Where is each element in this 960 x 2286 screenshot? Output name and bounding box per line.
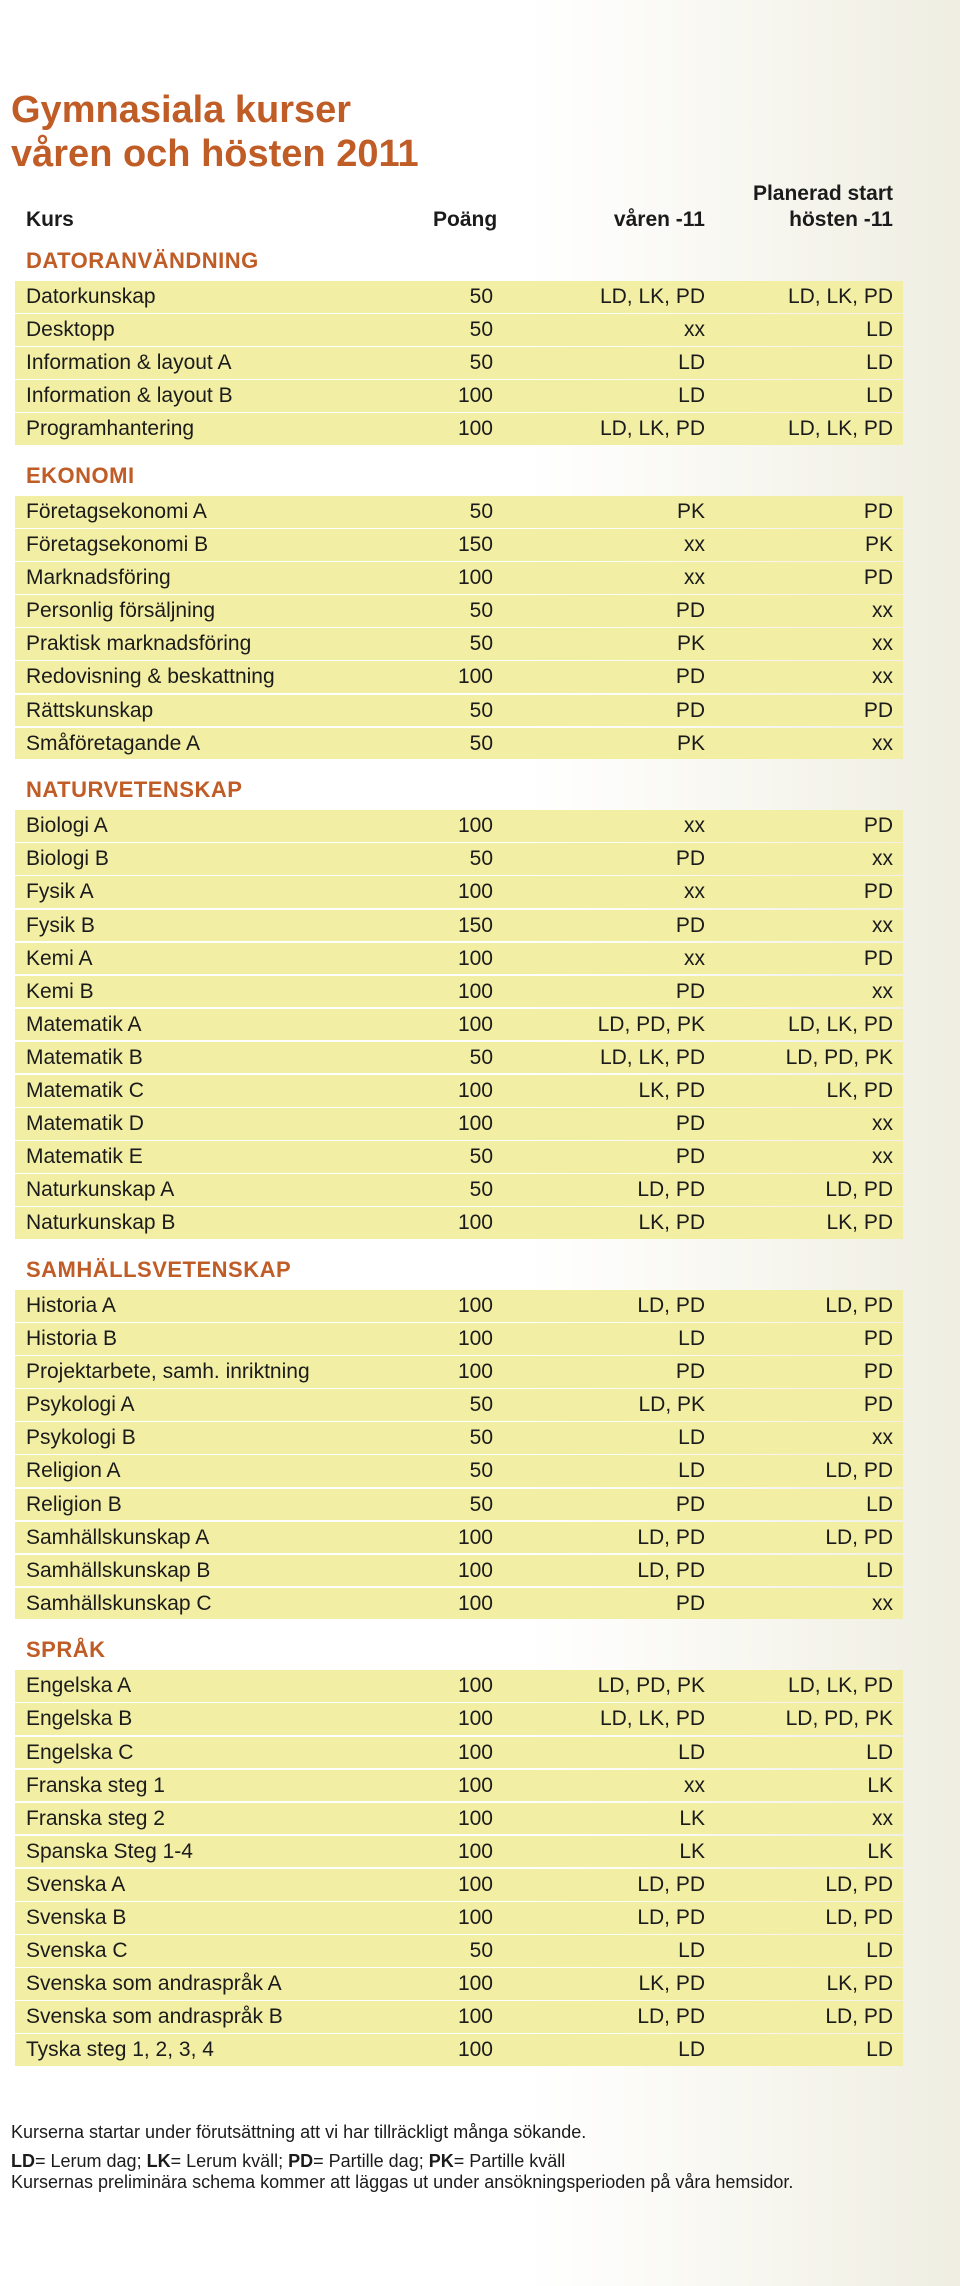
cell-hosten: LD, LK, PD — [787, 417, 893, 441]
table-row — [15, 1075, 903, 1107]
table-row — [15, 562, 903, 594]
cell-varen: PK — [676, 731, 705, 755]
course-sections — [15, 241, 903, 2066]
cell-kurs: Svenska B — [26, 1906, 127, 1930]
table-row — [15, 1042, 903, 1074]
cell-poang: 100 — [457, 384, 493, 408]
cell-varen: LD, LK, PD — [599, 1045, 705, 1069]
cell-hosten: LD, LK, PD — [787, 1674, 893, 1698]
cell-varen: LD, PD — [637, 1525, 705, 1549]
legend-desc: = Partille kväll — [453, 2151, 566, 2171]
cell-poang: 100 — [457, 1972, 493, 1996]
cell-varen: PD — [675, 1145, 705, 1169]
column-header-varen: våren -11 — [613, 208, 705, 231]
cell-varen: LK — [679, 1839, 705, 1863]
cell-poang: 100 — [457, 1839, 493, 1863]
course-section — [15, 1630, 903, 2066]
table-row — [15, 943, 903, 975]
table-row — [15, 1009, 903, 1041]
cell-varen: LD, PD, PK — [597, 1674, 705, 1698]
cell-poang: 50 — [469, 1426, 493, 1450]
cell-poang: 100 — [457, 2038, 493, 2062]
table-row — [15, 380, 903, 412]
cell-poang: 150 — [457, 533, 493, 557]
footer — [11, 2122, 941, 2193]
cell-poang: 100 — [457, 814, 493, 838]
table-row — [15, 1703, 903, 1735]
cell-hosten: LD — [866, 2038, 893, 2062]
cell-hosten: PD — [863, 698, 893, 722]
cell-varen: xx — [684, 533, 705, 557]
cell-kurs: Religion A — [26, 1459, 121, 1483]
table-row — [15, 976, 903, 1008]
cell-varen: LD — [678, 1459, 705, 1483]
cell-hosten: PD — [863, 1393, 893, 1417]
cell-poang: 50 — [469, 1939, 493, 1963]
cell-poang: 100 — [457, 665, 493, 689]
cell-varen: PD — [675, 847, 705, 871]
cell-varen: xx — [684, 566, 705, 590]
cell-kurs: Fysik A — [26, 880, 94, 904]
cell-hosten: xx — [872, 599, 893, 623]
table-row — [15, 1141, 903, 1173]
cell-kurs: Matematik C — [26, 1078, 144, 1102]
cell-poang: 100 — [457, 1740, 493, 1764]
cell-varen: LD — [678, 1327, 705, 1351]
cell-kurs: Marknadsföring — [26, 566, 171, 590]
column-header-poang: Poäng — [433, 208, 498, 231]
cell-kurs: Religion B — [26, 1492, 122, 1516]
table-row — [15, 1670, 903, 1702]
cell-hosten: LD — [866, 1558, 893, 1582]
cell-kurs: Redovisning & beskattning — [26, 665, 275, 689]
cell-varen: PK — [676, 499, 705, 523]
cell-poang: 50 — [469, 1145, 493, 1169]
cell-kurs: Engelska A — [26, 1674, 132, 1698]
table-row — [15, 1588, 903, 1620]
cell-poang: 50 — [469, 285, 493, 308]
cell-poang: 100 — [457, 1112, 493, 1136]
table-row — [15, 413, 903, 445]
cell-poang: 100 — [457, 566, 493, 590]
cell-hosten: LD, PD — [825, 2005, 893, 2029]
table-row — [15, 728, 903, 760]
cell-poang: 50 — [469, 1492, 493, 1516]
column-header-hosten — [705, 181, 893, 233]
cell-kurs: Information & layout A — [26, 351, 232, 375]
table-row — [15, 2034, 903, 2066]
cell-hosten: LD, LK, PD — [787, 285, 893, 308]
cell-varen: xx — [684, 880, 705, 904]
cell-varen: LD, PD — [637, 1906, 705, 1930]
cell-hosten: LK, PD — [826, 1078, 893, 1102]
column-header-hosten-line-2: hösten -11 — [789, 208, 893, 231]
cell-hosten: LK, PD — [826, 1972, 893, 1996]
footer-legend — [11, 2151, 941, 2172]
cell-varen: LD, PD — [637, 1178, 705, 1202]
page-title-line-2: våren och hösten 2011 — [11, 133, 419, 175]
cell-hosten: LD, PD — [825, 1459, 893, 1483]
table-row — [15, 1290, 903, 1322]
cell-hosten: PD — [863, 880, 893, 904]
cell-poang: 100 — [457, 1525, 493, 1549]
cell-poang: 50 — [469, 1459, 493, 1483]
legend-code: LD — [11, 2151, 35, 2171]
table-row — [15, 496, 903, 528]
table-row — [15, 1836, 903, 1868]
cell-poang: 100 — [457, 979, 493, 1003]
section-heading: DATORANVÄNDNING — [26, 248, 259, 273]
cell-hosten: LD — [866, 318, 893, 342]
cell-hosten: xx — [872, 1591, 893, 1615]
cell-hosten: LD — [866, 384, 893, 408]
cell-poang: 100 — [457, 1591, 493, 1615]
cell-kurs: Personlig försäljning — [26, 599, 216, 623]
cell-varen: PD — [675, 1591, 705, 1615]
cell-kurs: Franska steg 2 — [26, 1806, 165, 1830]
cell-hosten: LD — [866, 351, 893, 375]
cell-hosten: LD, PD, PK — [785, 1045, 893, 1069]
cell-kurs: Franska steg 1 — [26, 1773, 165, 1797]
cell-varen: LD — [678, 2038, 705, 2062]
cell-poang: 50 — [469, 318, 493, 342]
cell-poang: 50 — [469, 499, 493, 523]
course-section — [15, 241, 903, 445]
cell-hosten: PK — [864, 533, 893, 557]
table-row — [15, 347, 903, 379]
cell-poang: 50 — [469, 1393, 493, 1417]
cell-kurs: Historia A — [26, 1293, 116, 1317]
table-row — [15, 1108, 903, 1140]
table-row — [15, 1555, 903, 1587]
section-heading: NATURVETENSKAP — [26, 777, 243, 803]
cell-poang: 50 — [469, 1045, 493, 1069]
cell-varen: LK — [679, 1806, 705, 1830]
table-row — [15, 876, 903, 908]
cell-poang: 50 — [469, 599, 493, 623]
cell-poang: 50 — [469, 632, 493, 656]
cell-poang: 100 — [457, 1773, 493, 1797]
cell-hosten: xx — [872, 665, 893, 689]
cell-hosten: PD — [863, 946, 893, 970]
table-row — [15, 529, 903, 561]
cell-poang: 100 — [457, 2005, 493, 2029]
cell-kurs: Matematik D — [26, 1112, 144, 1136]
cell-hosten: xx — [872, 1426, 893, 1450]
cell-kurs: Biologi A — [26, 814, 108, 838]
cell-kurs: Naturkunskap B — [26, 1211, 176, 1235]
cell-varen: xx — [684, 814, 705, 838]
cell-poang: 100 — [457, 1906, 493, 1930]
cell-hosten: xx — [872, 847, 893, 871]
cell-kurs: Kemi A — [26, 946, 93, 970]
cell-poang: 50 — [469, 847, 493, 871]
cell-kurs: Psykologi B — [26, 1426, 136, 1450]
cell-varen: LD, PD — [637, 1293, 705, 1317]
cell-kurs: Samhällskunskap C — [26, 1591, 212, 1615]
table-row — [15, 1902, 903, 1934]
cell-kurs: Svenska som andraspråk B — [26, 2005, 283, 2029]
cell-kurs: Kemi B — [26, 979, 94, 1003]
table-row — [15, 1422, 903, 1454]
cell-hosten: LD, PD — [825, 1906, 893, 1930]
cell-hosten: xx — [872, 1145, 893, 1169]
cell-hosten: LD, PD — [825, 1178, 893, 1202]
cell-varen: xx — [684, 1773, 705, 1797]
cell-kurs: Svenska som andraspråk A — [26, 1972, 282, 1996]
cell-varen: LK, PD — [638, 1211, 705, 1235]
section-heading: SAMHÄLLSVETENSKAP — [26, 1256, 292, 1282]
table-row — [15, 281, 903, 313]
cell-kurs: Företagsekonomi B — [26, 533, 209, 557]
cell-hosten: LK, PD — [826, 1211, 893, 1235]
cell-varen: LD, PD — [637, 1872, 705, 1896]
table-row — [15, 1207, 903, 1239]
table-row — [15, 1489, 903, 1521]
cell-varen: LD, LK, PD — [599, 285, 705, 308]
cell-kurs: Samhällskunskap A — [26, 1525, 210, 1549]
cell-kurs: Fysik B — [26, 913, 95, 937]
course-table — [15, 175, 903, 2066]
section-heading: EKONOMI — [26, 462, 135, 488]
cell-poang: 100 — [457, 1360, 493, 1384]
cell-hosten: LD — [866, 1740, 893, 1764]
legend-desc: = Lerum dag; — [35, 2151, 147, 2171]
cell-poang: 50 — [469, 731, 493, 755]
cell-hosten: LD, PD — [825, 1525, 893, 1549]
cell-kurs: Spanska Steg 1-4 — [26, 1839, 193, 1863]
cell-kurs: Matematik E — [26, 1145, 143, 1169]
section-heading: SPRÅK — [26, 1637, 106, 1663]
cell-poang: 50 — [469, 698, 493, 722]
table-row — [15, 695, 903, 727]
cell-varen: PD — [675, 1112, 705, 1136]
cell-kurs: Rättskunskap — [26, 698, 154, 722]
cell-hosten: PD — [863, 499, 893, 523]
cell-hosten: LK — [867, 1839, 893, 1863]
cell-varen: LD — [678, 384, 705, 408]
cell-poang: 100 — [457, 1707, 493, 1731]
cell-poang: 100 — [457, 1872, 493, 1896]
cell-kurs: Företagsekonomi A — [26, 499, 207, 523]
footer-schedule-note: Kursernas preliminära schema kommer att läggas ut under ansökningsperioden på våra hemsidor. — [11, 2172, 794, 2192]
cell-poang: 150 — [457, 913, 493, 937]
cell-varen: PD — [675, 599, 705, 623]
cell-kurs: Biologi B — [26, 847, 109, 871]
cell-kurs: Samhällskunskap B — [26, 1558, 211, 1582]
cell-kurs: Matematik A — [26, 1012, 142, 1036]
table-row — [15, 595, 903, 627]
cell-hosten: LD — [866, 1939, 893, 1963]
cell-kurs: Psykologi A — [26, 1393, 135, 1417]
cell-poang: 100 — [457, 1293, 493, 1317]
cell-varen: xx — [684, 946, 705, 970]
table-row — [15, 2001, 903, 2033]
cell-kurs: Projektarbete, samh. inriktning — [26, 1360, 310, 1384]
page-title-line-1: Gymnasiala kurser — [11, 89, 352, 131]
cell-kurs: Naturkunskap A — [26, 1178, 175, 1202]
table-row — [15, 1356, 903, 1388]
cell-hosten: xx — [872, 1806, 893, 1830]
cell-kurs: Programhantering — [26, 417, 195, 441]
cell-kurs: Information & layout B — [26, 384, 233, 408]
cell-varen: PD — [675, 913, 705, 937]
cell-hosten: xx — [872, 1112, 893, 1136]
table-row — [15, 314, 903, 346]
table-row — [15, 1455, 903, 1487]
cell-hosten: PD — [863, 814, 893, 838]
table-row — [15, 1737, 903, 1769]
cell-poang: 100 — [457, 1327, 493, 1351]
legend-desc: = Partille dag; — [313, 2151, 429, 2171]
table-row — [15, 628, 903, 660]
table-row — [15, 1968, 903, 2000]
cell-varen: LD, PD — [637, 1558, 705, 1582]
footer-note: Kurserna startar under förutsättning att vi har tillräckligt många sökande. — [11, 2122, 587, 2142]
cell-hosten: LD, PD, PK — [785, 1707, 893, 1731]
cell-varen: PD — [675, 698, 705, 722]
cell-hosten: LD, LK, PD — [787, 1012, 893, 1036]
cell-varen: xx — [684, 318, 705, 342]
cell-varen: PD — [675, 1360, 705, 1384]
table-row — [15, 1770, 903, 1802]
cell-varen: LD, PD — [637, 2005, 705, 2029]
table-row — [15, 1522, 903, 1554]
cell-hosten: LD, PD — [825, 1293, 893, 1317]
cell-varen: LK, PD — [638, 1972, 705, 1996]
cell-varen: LD, LK, PD — [599, 417, 705, 441]
cell-kurs: Praktisk marknadsföring — [26, 632, 252, 656]
cell-poang: 50 — [469, 351, 493, 375]
cell-kurs: Historia B — [26, 1327, 118, 1351]
cell-poang: 100 — [457, 880, 493, 904]
cell-varen: LD — [678, 1740, 705, 1764]
cell-poang: 100 — [457, 946, 493, 970]
cell-poang: 50 — [469, 1178, 493, 1202]
cell-varen: LD — [678, 1939, 705, 1963]
cell-varen: LD — [678, 351, 705, 375]
column-header-hosten-line-1: Planerad start — [752, 182, 893, 205]
cell-hosten: LD, PD — [825, 1872, 893, 1896]
cell-hosten: LK — [867, 1773, 893, 1797]
cell-varen: PK — [676, 632, 705, 656]
cell-varen: LD, PK — [638, 1393, 705, 1417]
table-row — [15, 1935, 903, 1967]
cell-varen: LD, PD, PK — [597, 1012, 705, 1036]
cell-poang: 100 — [457, 1012, 493, 1036]
cell-kurs: Engelska B — [26, 1707, 133, 1731]
cell-hosten: PD — [863, 1327, 893, 1351]
table-row — [15, 910, 903, 942]
column-header-row — [15, 175, 903, 241]
cell-poang: 100 — [457, 1558, 493, 1582]
cell-hosten: xx — [872, 632, 893, 656]
cell-varen: PD — [675, 979, 705, 1003]
cell-varen: LD, LK, PD — [599, 1707, 705, 1731]
cell-kurs: Småföretagande A — [26, 731, 200, 755]
table-row — [15, 661, 903, 693]
cell-kurs: Engelska C — [26, 1740, 134, 1764]
cell-poang: 100 — [457, 1806, 493, 1830]
cell-hosten: PD — [863, 566, 893, 590]
legend-code: LK — [146, 2151, 171, 2171]
cell-hosten: PD — [863, 1360, 893, 1384]
course-section — [15, 456, 903, 759]
cell-poang: 100 — [457, 1078, 493, 1102]
cell-poang: 100 — [457, 1211, 493, 1235]
table-row — [15, 1389, 903, 1421]
table-row — [15, 1869, 903, 1901]
cell-kurs: Datorkunskap — [26, 285, 156, 308]
cell-poang: 100 — [457, 417, 493, 441]
cell-varen: PD — [675, 665, 705, 689]
legend-code: PD — [288, 2151, 314, 2171]
table-row — [15, 1323, 903, 1355]
table-row — [15, 843, 903, 875]
legend-desc: = Lerum kväll; — [170, 2151, 289, 2171]
cell-hosten: xx — [872, 731, 893, 755]
table-row — [15, 810, 903, 842]
cell-hosten: xx — [872, 979, 893, 1003]
column-header-kurs: Kurs — [26, 208, 74, 231]
cell-kurs: Desktopp — [26, 318, 115, 342]
legend-code: PK — [428, 2151, 454, 2171]
cell-kurs: Svenska A — [26, 1872, 126, 1896]
course-section — [15, 770, 903, 1239]
cell-hosten: LD — [866, 1492, 893, 1516]
cell-varen: PD — [675, 1492, 705, 1516]
table-row — [15, 1174, 903, 1206]
table-row — [15, 1803, 903, 1835]
cell-varen: LK, PD — [638, 1078, 705, 1102]
course-section — [15, 1250, 903, 1619]
page-title — [11, 88, 419, 176]
cell-poang: 100 — [457, 1674, 493, 1698]
cell-varen: LD — [678, 1426, 705, 1450]
cell-kurs: Matematik B — [26, 1045, 143, 1069]
cell-hosten: xx — [872, 913, 893, 937]
cell-kurs: Tyska steg 1, 2, 3, 4 — [26, 2038, 214, 2062]
cell-kurs: Svenska C — [26, 1939, 128, 1963]
